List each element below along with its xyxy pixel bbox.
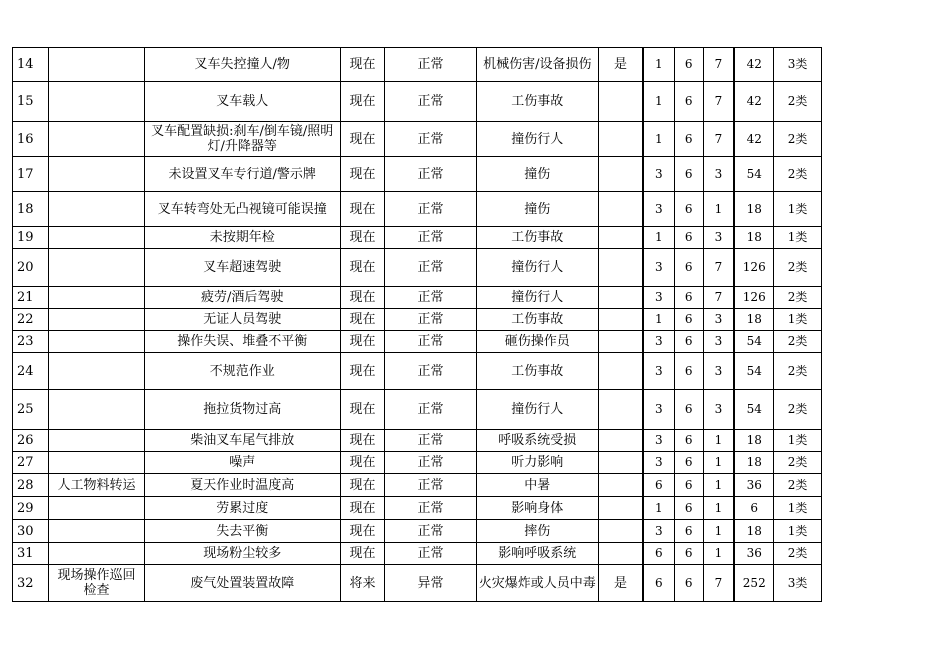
cell-e-value: 6 <box>674 565 703 602</box>
cell-state: 正常 <box>385 48 476 82</box>
cell-activity <box>49 331 144 353</box>
cell-major-risk: 是 <box>598 48 643 82</box>
risk-assessment-table <box>12 47 822 602</box>
cell-l-value: 3 <box>643 157 674 192</box>
cell-risk-level: 3类 <box>774 565 822 602</box>
cell-tense: 现在 <box>340 309 385 331</box>
cell-activity <box>49 287 144 309</box>
cell-c-value: 3 <box>703 353 734 390</box>
cell-tense: 现在 <box>340 331 385 353</box>
cell-consequence: 影响呼吸系统 <box>476 543 598 565</box>
cell-row-number: 29 <box>13 497 49 520</box>
cell-activity <box>49 452 144 474</box>
cell-risk-level: 3类 <box>774 48 822 82</box>
cell-risk-level: 1类 <box>774 309 822 331</box>
cell-state: 正常 <box>385 520 476 543</box>
cell-major-risk <box>598 353 643 390</box>
cell-e-value: 6 <box>674 249 703 287</box>
cell-c-value: 7 <box>703 82 734 122</box>
cell-l-value: 1 <box>643 82 674 122</box>
cell-l-value: 3 <box>643 520 674 543</box>
cell-consequence: 影响身体 <box>476 497 598 520</box>
cell-c-value: 7 <box>703 122 734 157</box>
cell-hazard-factor: 疲劳/酒后驾驶 <box>144 287 340 309</box>
cell-consequence: 工伤事故 <box>476 227 598 249</box>
cell-row-number: 16 <box>13 122 49 157</box>
cell-d-value: 18 <box>734 430 773 452</box>
cell-state: 正常 <box>385 249 476 287</box>
cell-d-value: 42 <box>734 82 773 122</box>
cell-row-number: 22 <box>13 309 49 331</box>
table-row <box>13 565 822 602</box>
cell-c-value: 1 <box>703 452 734 474</box>
cell-state: 正常 <box>385 309 476 331</box>
cell-c-value: 7 <box>703 565 734 602</box>
cell-e-value: 6 <box>674 390 703 430</box>
cell-row-number: 23 <box>13 331 49 353</box>
cell-e-value: 6 <box>674 192 703 227</box>
cell-hazard-factor: 叉车失控撞人/物 <box>144 48 340 82</box>
cell-tense: 现在 <box>340 249 385 287</box>
table-row <box>13 497 822 520</box>
cell-state: 正常 <box>385 82 476 122</box>
cell-risk-level: 2类 <box>774 82 822 122</box>
cell-row-number: 25 <box>13 390 49 430</box>
cell-hazard-factor: 叉车配置缺损:刹车/倒车镜/照明灯/升降器等 <box>144 122 340 157</box>
table-row <box>13 157 822 192</box>
cell-activity <box>49 309 144 331</box>
cell-c-value: 1 <box>703 543 734 565</box>
cell-l-value: 1 <box>643 122 674 157</box>
cell-state: 正常 <box>385 452 476 474</box>
cell-d-value: 18 <box>734 309 773 331</box>
cell-major-risk <box>598 543 643 565</box>
cell-tense: 现在 <box>340 82 385 122</box>
table-row <box>13 287 822 309</box>
cell-row-number: 24 <box>13 353 49 390</box>
cell-tense: 现在 <box>340 430 385 452</box>
cell-activity <box>49 430 144 452</box>
cell-hazard-factor: 柴油叉车尾气排放 <box>144 430 340 452</box>
cell-state: 正常 <box>385 430 476 452</box>
cell-l-value: 1 <box>643 309 674 331</box>
cell-consequence: 砸伤操作员 <box>476 331 598 353</box>
cell-consequence: 工伤事故 <box>476 353 598 390</box>
cell-activity <box>49 192 144 227</box>
cell-risk-level: 2类 <box>774 287 822 309</box>
cell-state: 正常 <box>385 192 476 227</box>
cell-l-value: 3 <box>643 430 674 452</box>
cell-c-value: 1 <box>703 474 734 497</box>
cell-e-value: 6 <box>674 430 703 452</box>
cell-major-risk <box>598 497 643 520</box>
cell-risk-level: 2类 <box>774 390 822 430</box>
cell-c-value: 7 <box>703 287 734 309</box>
cell-l-value: 1 <box>643 48 674 82</box>
cell-e-value: 6 <box>674 157 703 192</box>
table-row <box>13 331 822 353</box>
table-row <box>13 82 822 122</box>
cell-d-value: 18 <box>734 452 773 474</box>
cell-l-value: 6 <box>643 565 674 602</box>
cell-d-value: 18 <box>734 227 773 249</box>
cell-row-number: 15 <box>13 82 49 122</box>
table-row <box>13 452 822 474</box>
cell-consequence: 撞伤 <box>476 192 598 227</box>
cell-d-value: 252 <box>734 565 773 602</box>
table-row <box>13 353 822 390</box>
cell-e-value: 6 <box>674 474 703 497</box>
cell-risk-level: 1类 <box>774 227 822 249</box>
cell-activity <box>49 520 144 543</box>
cell-major-risk <box>598 157 643 192</box>
cell-row-number: 28 <box>13 474 49 497</box>
cell-e-value: 6 <box>674 287 703 309</box>
cell-tense: 现在 <box>340 452 385 474</box>
cell-hazard-factor: 失去平衡 <box>144 520 340 543</box>
cell-risk-level: 2类 <box>774 331 822 353</box>
cell-l-value: 3 <box>643 353 674 390</box>
cell-tense: 现在 <box>340 497 385 520</box>
cell-activity <box>49 122 144 157</box>
cell-risk-level: 2类 <box>774 353 822 390</box>
cell-c-value: 3 <box>703 227 734 249</box>
cell-hazard-factor: 现场粉尘较多 <box>144 543 340 565</box>
cell-e-value: 6 <box>674 543 703 565</box>
cell-l-value: 3 <box>643 249 674 287</box>
cell-tense: 现在 <box>340 287 385 309</box>
cell-e-value: 6 <box>674 48 703 82</box>
cell-d-value: 36 <box>734 543 773 565</box>
cell-major-risk: 是 <box>598 565 643 602</box>
cell-consequence: 撞伤 <box>476 157 598 192</box>
cell-e-value: 6 <box>674 122 703 157</box>
cell-state: 正常 <box>385 390 476 430</box>
cell-e-value: 6 <box>674 331 703 353</box>
cell-tense: 现在 <box>340 390 385 430</box>
cell-consequence: 撞伤行人 <box>476 287 598 309</box>
cell-row-number: 14 <box>13 48 49 82</box>
cell-major-risk <box>598 331 643 353</box>
cell-major-risk <box>598 390 643 430</box>
cell-tense: 现在 <box>340 353 385 390</box>
cell-row-number: 18 <box>13 192 49 227</box>
cell-l-value: 1 <box>643 227 674 249</box>
table-row <box>13 227 822 249</box>
cell-tense: 现在 <box>340 227 385 249</box>
cell-hazard-factor: 噪声 <box>144 452 340 474</box>
cell-risk-level: 1类 <box>774 430 822 452</box>
table-row <box>13 520 822 543</box>
cell-activity <box>49 157 144 192</box>
cell-activity <box>49 353 144 390</box>
cell-l-value: 3 <box>643 452 674 474</box>
cell-d-value: 42 <box>734 122 773 157</box>
cell-risk-level: 1类 <box>774 497 822 520</box>
cell-consequence: 工伤事故 <box>476 309 598 331</box>
table-row <box>13 48 822 82</box>
cell-major-risk <box>598 452 643 474</box>
cell-hazard-factor: 叉车载人 <box>144 82 340 122</box>
cell-state: 正常 <box>385 331 476 353</box>
cell-d-value: 54 <box>734 157 773 192</box>
cell-consequence: 工伤事故 <box>476 82 598 122</box>
cell-state: 正常 <box>385 353 476 390</box>
cell-hazard-factor: 夏天作业时温度高 <box>144 474 340 497</box>
cell-tense: 现在 <box>340 122 385 157</box>
cell-row-number: 21 <box>13 287 49 309</box>
table-row <box>13 249 822 287</box>
cell-tense: 现在 <box>340 543 385 565</box>
cell-hazard-factor: 无证人员驾驶 <box>144 309 340 331</box>
cell-l-value: 3 <box>643 192 674 227</box>
cell-hazard-factor: 操作失误、堆叠不平衡 <box>144 331 340 353</box>
cell-d-value: 54 <box>734 390 773 430</box>
cell-c-value: 1 <box>703 520 734 543</box>
cell-row-number: 31 <box>13 543 49 565</box>
cell-e-value: 6 <box>674 227 703 249</box>
cell-activity <box>49 48 144 82</box>
cell-activity <box>49 249 144 287</box>
cell-l-value: 6 <box>643 474 674 497</box>
cell-risk-level: 1类 <box>774 192 822 227</box>
cell-risk-level: 2类 <box>774 474 822 497</box>
cell-l-value: 3 <box>643 287 674 309</box>
table-row <box>13 122 822 157</box>
cell-major-risk <box>598 249 643 287</box>
cell-consequence: 撞伤行人 <box>476 249 598 287</box>
cell-activity: 人工物料转运 <box>49 474 144 497</box>
cell-tense: 现在 <box>340 520 385 543</box>
cell-hazard-factor: 未按期年检 <box>144 227 340 249</box>
cell-row-number: 26 <box>13 430 49 452</box>
cell-c-value: 3 <box>703 390 734 430</box>
cell-state: 正常 <box>385 157 476 192</box>
table-row <box>13 430 822 452</box>
cell-risk-level: 2类 <box>774 157 822 192</box>
cell-tense: 现在 <box>340 157 385 192</box>
cell-l-value: 3 <box>643 331 674 353</box>
cell-tense: 现在 <box>340 192 385 227</box>
cell-hazard-factor: 未设置叉车专行道/警示牌 <box>144 157 340 192</box>
cell-row-number: 17 <box>13 157 49 192</box>
cell-activity <box>49 543 144 565</box>
cell-activity <box>49 82 144 122</box>
cell-d-value: 126 <box>734 287 773 309</box>
cell-d-value: 6 <box>734 497 773 520</box>
cell-consequence: 撞伤行人 <box>476 122 598 157</box>
cell-state: 正常 <box>385 287 476 309</box>
cell-risk-level: 2类 <box>774 543 822 565</box>
cell-activity <box>49 227 144 249</box>
cell-state: 正常 <box>385 227 476 249</box>
cell-e-value: 6 <box>674 520 703 543</box>
cell-d-value: 18 <box>734 520 773 543</box>
cell-major-risk <box>598 309 643 331</box>
cell-tense: 现在 <box>340 48 385 82</box>
cell-consequence: 机械伤害/设备损伤 <box>476 48 598 82</box>
cell-row-number: 32 <box>13 565 49 602</box>
cell-c-value: 3 <box>703 331 734 353</box>
cell-consequence: 撞伤行人 <box>476 390 598 430</box>
cell-hazard-factor: 不规范作业 <box>144 353 340 390</box>
cell-d-value: 36 <box>734 474 773 497</box>
cell-l-value: 1 <box>643 497 674 520</box>
cell-consequence: 中暑 <box>476 474 598 497</box>
cell-state: 正常 <box>385 543 476 565</box>
cell-l-value: 3 <box>643 390 674 430</box>
cell-d-value: 126 <box>734 249 773 287</box>
cell-major-risk <box>598 122 643 157</box>
cell-c-value: 7 <box>703 249 734 287</box>
cell-hazard-factor: 废气处置装置故障 <box>144 565 340 602</box>
cell-c-value: 1 <box>703 430 734 452</box>
cell-major-risk <box>598 520 643 543</box>
cell-risk-level: 2类 <box>774 122 822 157</box>
cell-activity <box>49 390 144 430</box>
cell-tense: 将来 <box>340 565 385 602</box>
cell-risk-level: 2类 <box>774 452 822 474</box>
cell-major-risk <box>598 474 643 497</box>
cell-activity: 现场操作巡回检查 <box>49 565 144 602</box>
cell-e-value: 6 <box>674 309 703 331</box>
cell-state: 正常 <box>385 474 476 497</box>
table-row <box>13 309 822 331</box>
cell-d-value: 18 <box>734 192 773 227</box>
cell-hazard-factor: 劳累过度 <box>144 497 340 520</box>
table-row <box>13 474 822 497</box>
cell-row-number: 27 <box>13 452 49 474</box>
cell-c-value: 7 <box>703 48 734 82</box>
cell-d-value: 42 <box>734 48 773 82</box>
cell-row-number: 30 <box>13 520 49 543</box>
cell-major-risk <box>598 430 643 452</box>
table-row <box>13 390 822 430</box>
cell-c-value: 1 <box>703 192 734 227</box>
cell-c-value: 3 <box>703 157 734 192</box>
cell-hazard-factor: 叉车超速驾驶 <box>144 249 340 287</box>
table-row <box>13 543 822 565</box>
cell-risk-level: 1类 <box>774 520 822 543</box>
cell-e-value: 6 <box>674 82 703 122</box>
cell-state: 正常 <box>385 122 476 157</box>
cell-consequence: 听力影响 <box>476 452 598 474</box>
cell-state: 异常 <box>385 565 476 602</box>
cell-row-number: 20 <box>13 249 49 287</box>
cell-e-value: 6 <box>674 497 703 520</box>
cell-activity <box>49 497 144 520</box>
cell-l-value: 6 <box>643 543 674 565</box>
cell-consequence: 呼吸系统受损 <box>476 430 598 452</box>
table-row <box>13 192 822 227</box>
cell-major-risk <box>598 82 643 122</box>
cell-c-value: 3 <box>703 309 734 331</box>
cell-row-number: 19 <box>13 227 49 249</box>
cell-state: 正常 <box>385 497 476 520</box>
table-body <box>13 48 822 602</box>
cell-hazard-factor: 拖拉货物过高 <box>144 390 340 430</box>
cell-risk-level: 2类 <box>774 249 822 287</box>
cell-consequence: 火灾爆炸或人员中毒 <box>476 565 598 602</box>
cell-consequence: 摔伤 <box>476 520 598 543</box>
cell-c-value: 1 <box>703 497 734 520</box>
cell-e-value: 6 <box>674 353 703 390</box>
cell-d-value: 54 <box>734 331 773 353</box>
cell-hazard-factor: 叉车转弯处无凸视镜可能误撞 <box>144 192 340 227</box>
cell-major-risk <box>598 287 643 309</box>
cell-e-value: 6 <box>674 452 703 474</box>
cell-major-risk <box>598 227 643 249</box>
cell-tense: 现在 <box>340 474 385 497</box>
cell-d-value: 54 <box>734 353 773 390</box>
cell-major-risk <box>598 192 643 227</box>
